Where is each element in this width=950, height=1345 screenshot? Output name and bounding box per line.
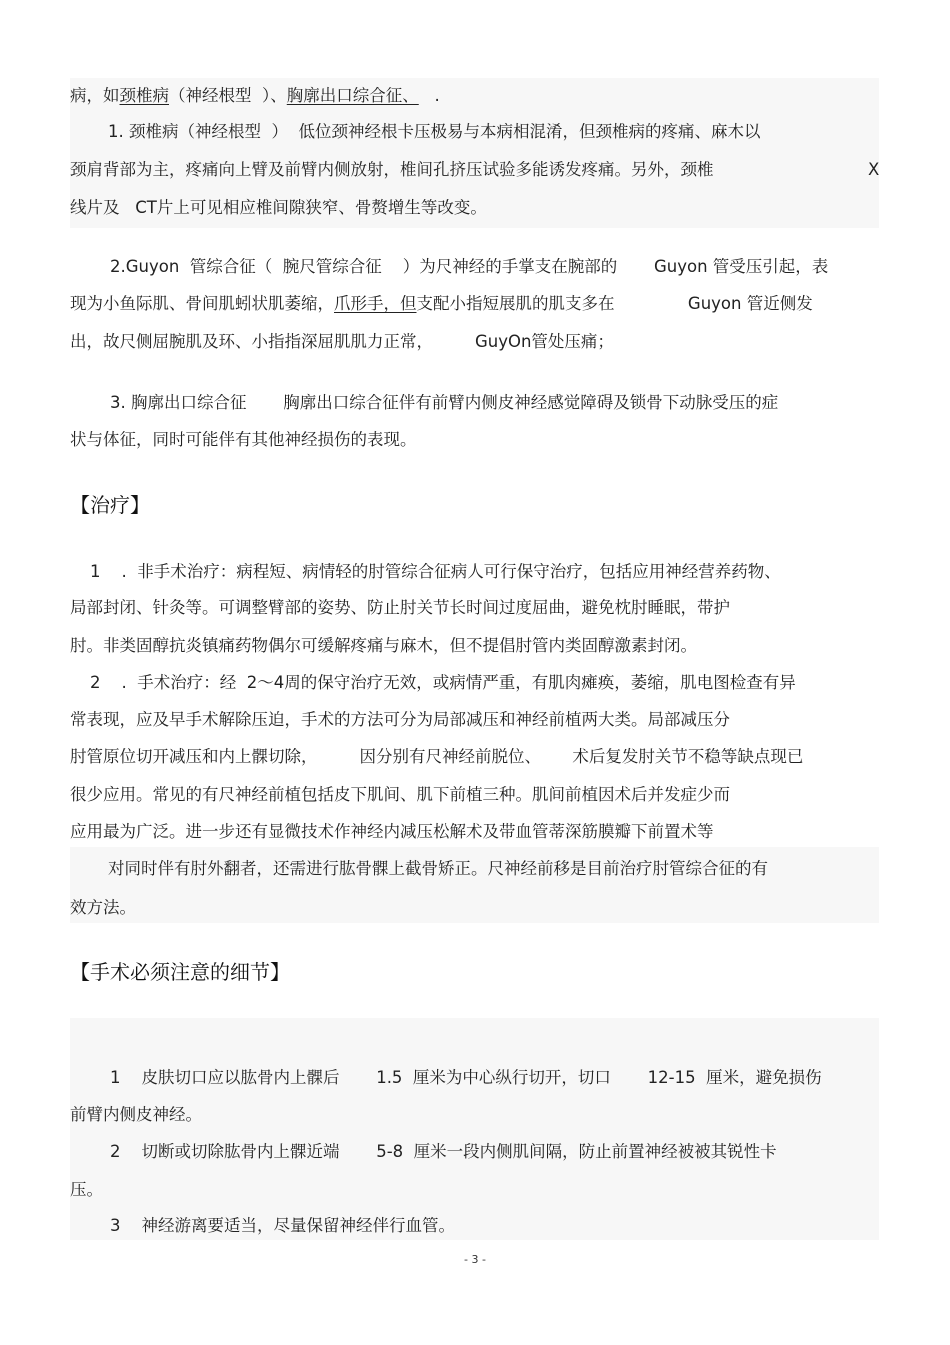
text-line-13: 2 . 手术治疗：经 2～4周的保守治疗无效，或病情严重，有肌肉瘫痪，萎缩，肌电图检查有异: [90, 673, 796, 692]
text-line-2: 1. 颈椎病（神经根型 ） 低位颈神经根卡压极易与本病相混淆，但颈椎病的疼痛、麻木以: [108, 122, 761, 141]
text-line-18: 对同时伴有肘外翻者，还需进行肱骨髁上截骨矫正。尺神经前移是目前治疗肘管综合征的有: [108, 859, 768, 878]
text-line-23: 压。: [70, 1180, 103, 1199]
text-segment: 现为小鱼际肌、骨间肌蚓状肌萎缩，: [70, 294, 334, 313]
text-line-6: [70, 294, 813, 314]
underlined-text: 颈椎病: [119, 86, 169, 105]
text-line-4: 线片及 CT片上可见相应椎间隙狭窄、骨赘增生等改变。: [70, 198, 487, 217]
text-line-15: 肘管原位切开减压和内上髁切除， 因分别有尺神经前脱位、 术后复发肘关节不稳等缺点现已: [70, 747, 804, 766]
background-band-bottom: [70, 1018, 879, 1240]
text-line-16: 很少应用。常见的有尺神经前植包括皮下肌间、肌下前植三种。肌间前植因术后并发症少而: [70, 785, 730, 804]
text-line-9: 状与体征，同时可能伴有其他神经损伤的表现。: [70, 430, 417, 449]
text-line-1: [70, 86, 440, 106]
text-segment: （神经根型 ）、: [169, 86, 287, 105]
text-line-24: 3 神经游离要适当，尽量保留神经伴行血管。: [110, 1216, 455, 1235]
text-line-21: 前臂内侧皮神经。: [70, 1105, 202, 1124]
text-line-19: 效方法。: [70, 898, 136, 917]
text-segment: 支配小指短展肌的肌支多在 Guyon 管近侧发: [416, 294, 813, 313]
text-line-17: 应用最为广泛。进一步还有显微技术作神经内减压松解术及带血管蒂深筋膜瓣下前置术等: [70, 822, 714, 841]
text-line-11: 局部封闭、针灸等。可调整臂部的姿势、防止肘关节长时间过度屈曲，避免枕肘睡眠，带护: [70, 598, 730, 617]
text-line-5: 2.Guyon 管综合征（ 腕尺管综合征 ）为尺神经的手掌支在腕部的 Guyon 管受压引起，表: [110, 257, 829, 276]
text-segment: 病，如: [70, 86, 120, 105]
text-line-3-end: X: [868, 160, 880, 179]
text-line-20: 1 皮肤切口应以肱骨内上髁后 1.5 厘米为中心纵行切开，切口 12-15 厘米，避免损伤: [110, 1068, 822, 1087]
underlined-text: 胸廓出口综合征、: [286, 86, 419, 105]
text-line-8: 3. 胸廓出口综合征 胸廓出口综合征伴有前臂内侧皮神经感觉障碍及锁骨下动脉受压的症: [110, 393, 779, 412]
text-line-14: 常表现，应及早手术解除压迫，手术的方法可分为局部减压和神经前植两大类。局部减压分: [70, 710, 730, 729]
text-line-12: 肘。非类固醇抗炎镇痛药物偶尔可缓解疼痛与麻木，但不提倡肘管内类固醇激素封闭。: [70, 636, 697, 655]
page-number: - 3 -: [464, 1253, 486, 1266]
text-line-10: 1 . 非手术治疗：病程短、病情轻的肘管综合征病人可行保守治疗，包括应用神经营养药物、: [90, 562, 781, 581]
heading-treatment: 【治疗】: [70, 493, 150, 517]
text-line-7: 出，故尺侧屈腕肌及环、小指指深屈肌肌力正常， GuyOn管处压痛；: [70, 332, 614, 351]
underlined-text: 爪形手，但: [334, 294, 417, 313]
text-segment: .: [418, 86, 440, 105]
text-line-3: 颈肩背部为主，疼痛向上臂及前臂内侧放射，椎间孔挤压试验多能诱发疼痛。另外，颈椎: [70, 160, 714, 179]
heading-surgical-details: 【手术必须注意的细节】: [70, 960, 290, 984]
text-line-22: 2 切断或切除肱骨内上髁近端 5-8 厘米一段内侧肌间隔，防止前置神经被被其锐性卡: [110, 1142, 777, 1161]
